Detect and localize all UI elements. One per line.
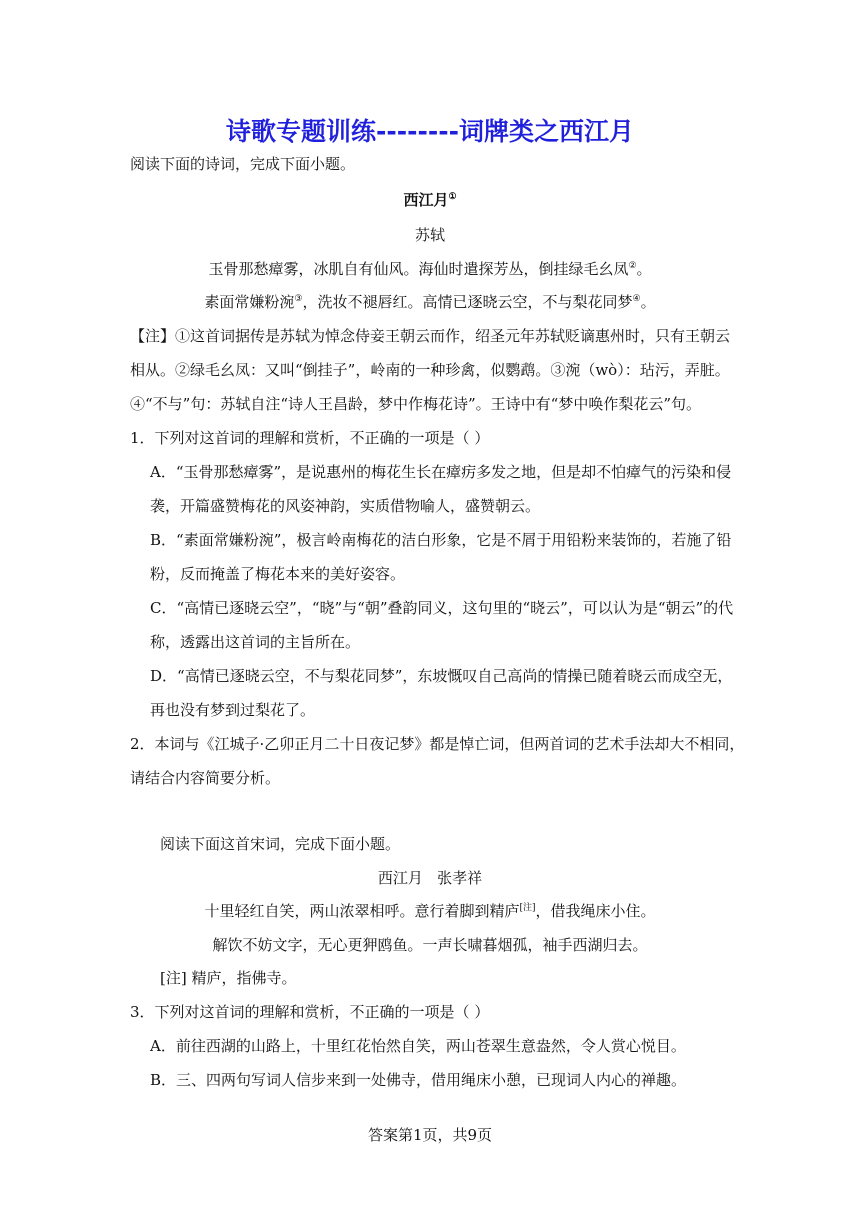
question-1-stem: 1．下列对这首词的理解和赏析，不正确的一项是（ ） xyxy=(130,429,490,447)
option-d-line: 再也没有梦到过梨花了。 xyxy=(150,701,316,719)
poem-2-line-2: 解饮不妨文字，无心更狎鸥鱼。一声长啸暮烟孤，袖手西湖归去。 xyxy=(212,936,648,954)
option-a-line: 袭，开篇盛赞梅花的风姿神韵，实质借物喻人，盛赞朝云。 xyxy=(150,497,541,515)
annotation-line: 相从。②绿毛幺凤：又叫“倒挂子”，岭南的一种珍禽，似鹦鹉。③涴（wò）：玷污，弄脏。 xyxy=(130,361,730,379)
option-a-line: A．“玉骨那愁瘴雾”，是说惠州的梅花生长在瘴疠多发之地，但是却不怕瘴气的污染和侵 xyxy=(150,463,732,481)
reading-instruction: 阅读下面的诗词，完成下面小题。 xyxy=(130,155,356,173)
annotation-line: ④“不与”句：苏轼自注“诗人王昌龄，梦中作梅花诗”。王诗中有“梦中唤作梨花云”句。 xyxy=(130,395,702,413)
option-b-line: B．“素面常嫌粉涴”，极言岭南梅花的洁白形象，它是不屑于用铅粉来装饰的，若施了铅 xyxy=(150,531,732,549)
page-title: 诗歌专题训练--------词牌类之西江月 xyxy=(225,117,634,146)
option-b-line: 粉，反而掩盖了梅花本来的美好姿容。 xyxy=(150,565,406,583)
reading-instruction-2: 阅读下面这首宋词，完成下面小题。 xyxy=(160,835,401,853)
annotation-line: 【注】①这首词据传是苏轼为悼念侍妾王朝云而作，绍圣元年苏轼贬谪惠州时，只有王朝云 xyxy=(130,327,731,345)
poem-author: 苏轼 xyxy=(414,226,445,244)
poem-title: 西江月① xyxy=(403,191,457,209)
page-footer: 答案第1页，共9页 xyxy=(367,1126,493,1144)
poem-line-2: 素面常嫌粉涴③，洗妆不褪唇红。高情已逐晓云空，不与梨花同梦④。 xyxy=(204,293,656,311)
question-3-option-a: A．前往西湖的山路上，十里红花怡然自笑，两山苍翠生意盎然，令人赏心悦目。 xyxy=(150,1037,686,1055)
poem-2-line-1: 十里轻红自笑，两山浓翠相呼。意行着脚到精庐[注]，借我绳床小住。 xyxy=(204,902,656,920)
question-3-option-b: B．三、四两句写词人信步来到一处佛寺，借用绳床小憩，已现词人内心的禅趣。 xyxy=(150,1071,687,1089)
question-3-stem: 3．下列对这首词的理解和赏析，不正确的一项是（ ） xyxy=(130,1003,490,1021)
option-c-line: 称，透露出这首词的主旨所在。 xyxy=(150,633,361,651)
option-c-line: C．“高情已逐晓云空”，“晓”与“朝”叠韵同义，这句里的“晓云”，可以认为是“朝云”的代 xyxy=(150,599,734,617)
poem-line-1: 玉骨那愁瘴雾，冰肌自有仙风。海仙时遣探芳丛，倒挂绿毛幺凤②。 xyxy=(208,260,652,278)
poem-2-annotation: [注] 精庐，指佛寺。 xyxy=(160,969,297,987)
question-2-line: 2．本词与《江城子·乙卯正月二十日夜记梦》都是悼亡词，但两首词的艺术手法却大不相同， xyxy=(130,735,745,753)
option-d-line: D．“高情已逐晓云空，不与梨花同梦”，东坡慨叹自己高尚的情操已随着晓云而成空无， xyxy=(150,667,733,685)
question-2-line: 请结合内容简要分析。 xyxy=(130,769,281,787)
poem-2-heading: 西江月 张孝祥 xyxy=(377,869,483,887)
